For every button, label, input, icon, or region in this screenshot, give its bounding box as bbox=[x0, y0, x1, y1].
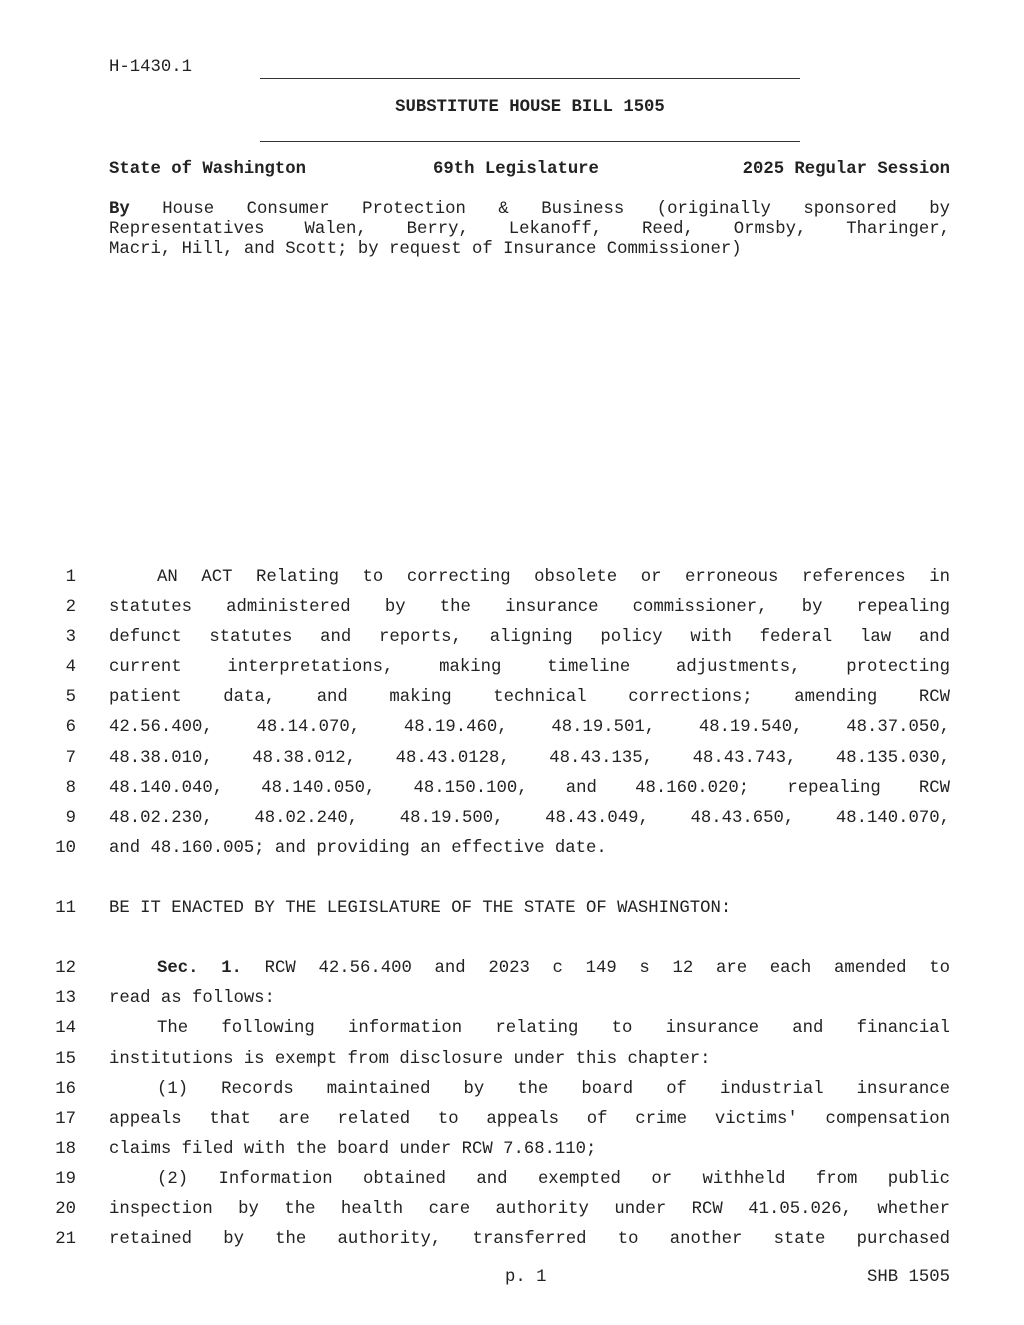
line-number: 17 bbox=[55, 1109, 76, 1129]
line-number: 11 bbox=[55, 899, 76, 919]
bill-line bbox=[0, 1050, 1024, 1080]
line-number: 5 bbox=[65, 688, 76, 708]
bill-line bbox=[0, 749, 1024, 779]
line-text: current interpretations, making timeline adjustments, protecting bbox=[109, 658, 950, 678]
line-number: 15 bbox=[55, 1049, 76, 1069]
bill-line bbox=[0, 1110, 1024, 1140]
line-text: 48.38.010, 48.38.012, 48.43.0128, 48.43.135, 48.43.743, 48.135.030, bbox=[109, 748, 950, 768]
section-text: RCW 42.56.400 and 2023 c 149 s 12 are each amended to bbox=[264, 959, 951, 979]
line-text: (1) Records maintained by the board of industrial insurance bbox=[157, 1079, 950, 1099]
line-number: 2 bbox=[65, 598, 76, 618]
bill-line bbox=[0, 839, 1024, 869]
enacting-clause: BE IT ENACTED BY THE LEGISLATURE OF THE STATE OF WASHINGTON: bbox=[109, 899, 732, 919]
line-number: 14 bbox=[55, 1019, 76, 1039]
bill-title: SUBSTITUTE HOUSE BILL 1505 bbox=[395, 98, 665, 117]
line-number: 12 bbox=[55, 959, 76, 979]
line-text: patient data, and making technical corrections; amending RCW bbox=[109, 688, 950, 708]
sponsor-line bbox=[109, 200, 950, 220]
line-number: 20 bbox=[55, 1199, 76, 1219]
bill-line bbox=[0, 809, 1024, 839]
blank-line bbox=[0, 929, 1024, 959]
line-number: 4 bbox=[65, 658, 76, 678]
document-id: H-1430.1 bbox=[109, 58, 192, 77]
line-number: 6 bbox=[65, 718, 76, 738]
line-text: The following information relating to insurance and financial bbox=[157, 1019, 950, 1039]
line-text bbox=[109, 959, 950, 978]
footer-bill-id: SHB 1505 bbox=[867, 1268, 950, 1287]
line-text: 48.02.230, 48.02.240, 48.19.500, 48.43.049, 48.43.650, 48.140.070, bbox=[109, 808, 950, 828]
line-text: 42.56.400, 48.14.070, 48.19.460, 48.19.501, 48.19.540, 48.37.050, bbox=[109, 718, 950, 738]
bill-line bbox=[0, 568, 1024, 598]
line-number: 13 bbox=[55, 989, 76, 1009]
bill-line bbox=[0, 598, 1024, 628]
line-text: appeals that are related to appeals of crime victims' compensation bbox=[109, 1109, 950, 1129]
line-text: statutes administered by the insurance commissioner, by repealing bbox=[109, 598, 950, 618]
line-text: and 48.160.005; and providing an effective date. bbox=[109, 838, 607, 858]
session-label: 2025 Regular Session bbox=[742, 160, 950, 179]
bill-line bbox=[0, 779, 1024, 809]
bill-line bbox=[0, 1230, 1024, 1260]
bill-line bbox=[0, 1019, 1024, 1049]
bill-line bbox=[0, 959, 1024, 989]
bill-body bbox=[0, 568, 1024, 1260]
sponsor-line: Macri, Hill, and Scott; by request of Insurance Commissioner) bbox=[109, 240, 742, 260]
line-text: (2) Information obtained and exempted or withheld from public bbox=[157, 1169, 950, 1189]
bill-line bbox=[0, 989, 1024, 1019]
line-text: retained by the authority, transferred to another state purchased bbox=[109, 1230, 950, 1250]
bill-line bbox=[0, 1170, 1024, 1200]
page-number: p. 1 bbox=[505, 1268, 547, 1287]
bill-line bbox=[0, 718, 1024, 748]
line-number: 8 bbox=[65, 778, 76, 798]
line-text: claims filed with the board under RCW 7.68.110; bbox=[109, 1139, 597, 1159]
bill-line bbox=[0, 1080, 1024, 1110]
line-number: 16 bbox=[55, 1079, 76, 1099]
line-text: institutions is exempt from disclosure under this chapter: bbox=[109, 1049, 711, 1069]
bill-line bbox=[0, 628, 1024, 658]
section-heading: Sec. 1. bbox=[157, 959, 242, 979]
bill-line bbox=[0, 899, 1024, 929]
title-rule-top bbox=[260, 78, 800, 79]
line-number: 9 bbox=[65, 808, 76, 828]
line-text: 48.140.040, 48.140.050, 48.150.100, and 48.160.020; repealing RCW bbox=[109, 778, 950, 798]
bill-line bbox=[0, 658, 1024, 688]
sponsor-block bbox=[109, 200, 950, 261]
line-text: defunct statutes and reports, aligning policy with federal law and bbox=[109, 628, 950, 648]
line-number: 18 bbox=[55, 1139, 76, 1159]
blank-line bbox=[0, 869, 1024, 899]
bill-line bbox=[0, 688, 1024, 718]
title-rule-bottom bbox=[260, 141, 800, 142]
line-number: 19 bbox=[55, 1169, 76, 1189]
line-text: read as follows: bbox=[109, 989, 275, 1009]
sponsor-text: House Consumer Protection & Business (originally sponsored by bbox=[162, 200, 950, 219]
bill-line bbox=[0, 1200, 1024, 1230]
sponsor-by: By bbox=[109, 200, 130, 219]
line-number: 10 bbox=[55, 838, 76, 858]
sponsor-line: Representatives Walen, Berry, Lekanoff, Reed, Ormsby, Tharinger, bbox=[109, 220, 950, 240]
legislature-label: 69th Legislature bbox=[433, 160, 599, 179]
line-number: 3 bbox=[65, 628, 76, 648]
line-text: AN ACT Relating to correcting obsolete or erroneous references in bbox=[157, 568, 950, 587]
line-number: 1 bbox=[65, 568, 76, 587]
line-number: 21 bbox=[55, 1230, 76, 1250]
line-number: 7 bbox=[65, 748, 76, 768]
line-text: inspection by the health care authority under RCW 41.05.026, whether bbox=[109, 1199, 950, 1219]
state-label: State of Washington bbox=[109, 160, 307, 179]
bill-line bbox=[0, 1140, 1024, 1170]
